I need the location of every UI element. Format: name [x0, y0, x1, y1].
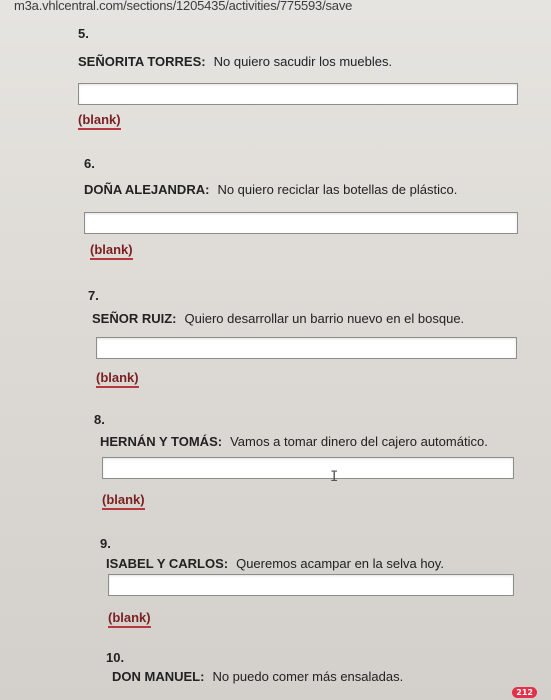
question-number: 6. [84, 156, 95, 171]
blank-feedback-link[interactable]: (blank) [102, 492, 145, 510]
blank-feedback-link[interactable]: (blank) [96, 370, 139, 388]
answer-input[interactable] [96, 337, 517, 359]
question-number: 9. [100, 536, 111, 551]
speaker-label: HERNÁN Y TOMÁS: [100, 434, 223, 449]
blank-feedback-link[interactable]: (blank) [78, 112, 121, 130]
question-number: 5. [78, 26, 89, 41]
blank-feedback-link[interactable]: (blank) [90, 242, 133, 260]
question-number: 10. [106, 650, 125, 665]
prompt-line [78, 54, 392, 69]
prompt-line [84, 182, 457, 197]
question-number: 7. [88, 288, 99, 303]
prompt-sentence: Vamos a tomar dinero del cajero automático. [230, 434, 488, 449]
prompt-line [106, 556, 444, 571]
speaker-label: ISABEL Y CARLOS: [106, 556, 229, 571]
address-bar[interactable] [0, 0, 551, 14]
speaker-label: SEÑORITA TORRES: [78, 54, 206, 69]
prompt-sentence: Queremos acampar en la selva hoy. [236, 556, 444, 571]
speaker-label: DON MANUEL: [112, 669, 205, 684]
answer-input[interactable] [84, 212, 518, 234]
url-text: m3a.vhlcentral.com/sections/1205435/activities/775593/save [14, 0, 353, 13]
speaker-label: SEÑOR RUIZ: [92, 311, 177, 326]
blank-feedback-link[interactable]: (blank) [108, 610, 151, 628]
speaker-label: DOÑA ALEJANDRA: [84, 182, 210, 197]
prompt-line [92, 311, 464, 326]
prompt-sentence: No quiero reciclar las botellas de plástico. [217, 182, 458, 197]
prompt-line [112, 669, 403, 684]
notification-badge: 212 [512, 687, 537, 698]
answer-input[interactable] [108, 574, 514, 596]
question-number: 8. [94, 412, 105, 427]
prompt-sentence: No puedo comer más ensaladas. [212, 669, 404, 684]
answer-input[interactable] [78, 83, 518, 105]
text-cursor-icon: I [330, 469, 339, 485]
prompt-line [100, 434, 488, 449]
answer-input[interactable] [102, 457, 514, 479]
prompt-sentence: Quiero desarrollar un barrio nuevo en el bosque. [184, 311, 465, 326]
prompt-sentence: No quiero sacudir los muebles. [213, 54, 393, 69]
